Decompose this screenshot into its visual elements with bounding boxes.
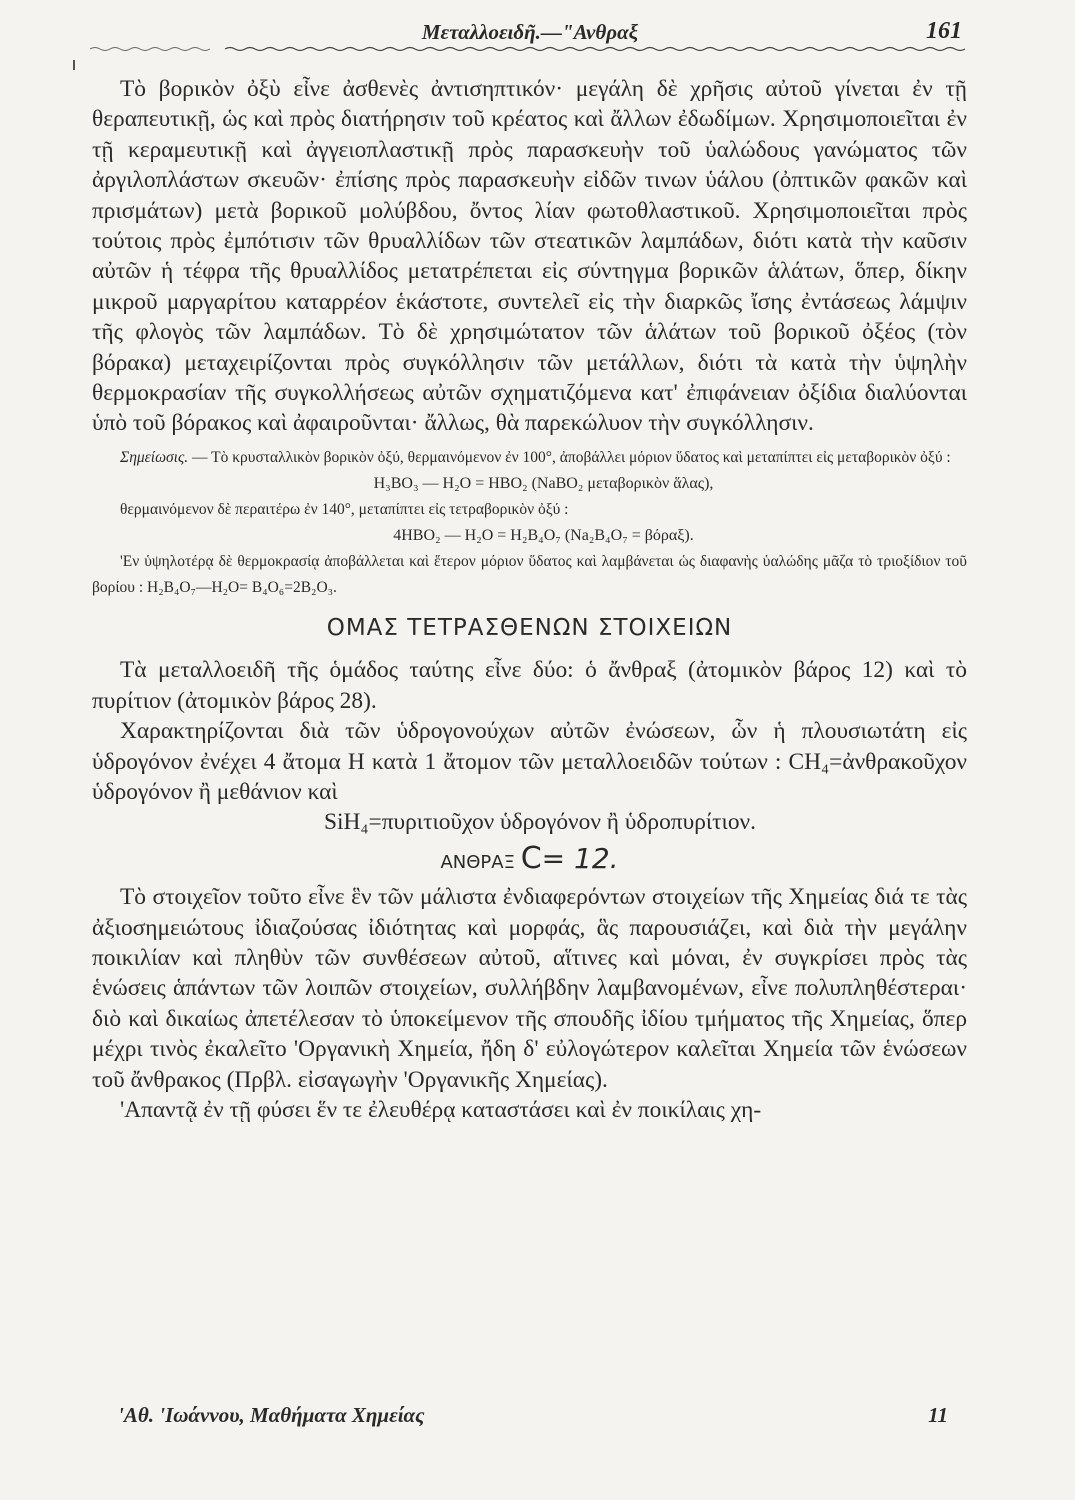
note-equation-2: 4HBO₂ — H₂O = H₂B₄O₇ (Na₂B₄O₇ = βόραξ). <box>393 526 694 544</box>
note-text-1: — Τὸ κρυσταλλικὸν βορικὸν ὀξύ, θερμαινόμενον ἐν 100°, ἀποβάλλει μόριον ὕδατος καὶ μεταπίπτει εἰς μεταβορικὸν ὀξύ : <box>192 448 951 466</box>
paragraph-hydrides: Χαρακτηρίζονται διὰ τῶν ὑδρογονούχων αὐτῶν ἐνώσεων, ὧν ἡ πλουσιωτάτη εἰς ὑδρογόνον ἐνέχει 4 ἄτομα H κατὰ 1 ἄτομον τῶν μεταλλοειδῶν τούτων : CH₄=ἀνθρακοῦχον ὑδρογόνον ἢ μεθάνιον καὶ <box>92 718 967 805</box>
running-title: Μεταλλοειδῆ.—"Ανθραξ <box>421 20 639 44</box>
note-text-2: θερμαινόμενον δὲ περαιτέρω ἐν 140°, μεταπίπτει εἰς τετραβορικὸν ὀξύ : <box>120 500 569 518</box>
element-heading <box>92 840 967 878</box>
note-text-3: 'Εν ὑψηλοτέρᾳ δὲ θερμοκρασίᾳ ἀποβάλλεται καὶ ἕτερον μόριον ὕδατος καὶ λαμβάνεται ὡς διαφανὴς ὑαλώδης μᾶζα τὸ τριοξίδιον τοῦ βορίου : H₂B₄O₇—H₂O= B₄O₆=2B₂O₃. <box>92 552 967 596</box>
note-block <box>92 445 967 601</box>
margin-mark <box>73 60 75 70</box>
section-title: ΟΜΑΣ ΤΕΤΡΑΣΘΕΝΩΝ ΣΤΟΙΧΕΙΩΝ <box>326 614 733 641</box>
paragraph-boric-acid-uses: Τὸ βορικὸν ὀξὺ εἶνε ἀσθενὲς ἀντισηπτικόν· μεγάλη δὲ χρῆσις αὐτοῦ γίνεται ἐν τῇ θεραπευτικῇ, ὡς καὶ πρὸς διατήρησιν τοῦ κρέατος καὶ ἄλλων ἐδωδίμων. Χρησιμοποιεῖται ἐν τῇ κεραμευτικῇ καὶ ἀγγειοπλαστικῇ πρὸς παρασκευὴν τοῦ ὑαλώδους γανώματος τῶν ἀργιλοπλάστων σκευῶν· ἐπίσης πρὸς παρασκευὴν εἰδῶν τινων ὑάλου (ὀπτικῶν φακῶν καὶ πρισμάτων) μετὰ βορικοῦ μολύβδου, ὄντος λίαν φωτοθλαστικοῦ. Χρησιμοποιεῖται πρὸς τούτοις πρὸς ἐμπότισιν τῶν θρυαλλίδων τῶν στεατικῶν λαμπάδων, διότι κατὰ τὴν καῦσιν αὐτῶν ἡ τέφρα τῆς θρυαλλίδος μετατρέπεται εἰς σύντηγμα βορικῶν ἁλάτων, ὅπερ, δίκην μικροῦ μαργαρίτου καταρρέον ἑκάστοτε, συντελεῖ εἰς τὴν διαρκῶς ἴσης ἐντάσεως λάμψιν τῆς φλογὸς τῶν λαμπάδων. Τὸ δὲ χρησιμώτατον τῶν ἁλάτων τοῦ βορικοῦ ὀξέος (τὸν βόρακα) μεταχειρίζονται πρὸς συγκόλλησιν τῶν μετάλλων, διότι τὰ κατὰ τὴν ὑψηλὴν θερμοκρασίαν τῆς συγκολλήσεως αὐτῶν σχηματιζόμενα κατ' ἐπιφάνειαν ὀξίδια διαλύονται ὑπὸ τοῦ βόρακος καὶ ἀφαιροῦνται· ἄλλως, θὰ παρεκώλυον τὴν συγκόλλησιν. <box>92 76 967 437</box>
body-text <box>92 74 967 1125</box>
page-number: 161 <box>926 18 962 44</box>
footer-signature: 11 <box>928 1403 948 1427</box>
page-footer <box>118 1403 948 1433</box>
paragraph-carbon-intro: Τὸ στοιχεῖον τοῦτο εἶνε ἓν τῶν μάλιστα ἐνδιαφερόντων στοιχείων τῆς Χημείας διά τε τὰς ἀξιοσημειώτους ἰδιαζούσας ἰδιότητας καὶ μορφάς, ἃς παρουσιάζει, καὶ διὰ τὴν μεγάλην ποικιλίαν καὶ πληθὺν τῶν συνθέσεων αὐτοῦ, αἵτινες καὶ μόναι, ἐν συγκρίσει πρὸς τὰς ἑνώσεις ἁπάντων τῶν λοιπῶν στοιχείων, συλλήβδην λαμβανομένων, εἶνε πολυπληθέστεραι· διὸ καὶ δικαίως ἀπετέλεσαν τὸ ὑποκείμενον τῆς σπουδῆς ἰδίου τμήματος τῆς Χημείας, ὅπερ μέχρι τινὸς ἐκαλεῖτο 'Οργανικὴ Χημεία, ἤδη δ' εὐλογώτερον καλεῖται Χημεία τῶν ἑνώσεων τοῦ ἄνθρακος (Πρβλ. εἰσαγωγὴν 'Οργανικῆς Χημείας). <box>92 884 967 1093</box>
note-equation-1: H₃BO₃ — H₂O = HBO₂ (NaBO₂ μεταβορικὸν ἅλας), <box>373 474 714 492</box>
paragraph-group-members: Τὰ μεταλλοειδῆ τῆς ὁμάδος ταύτης εἶνε δύο: ὁ ἄνθραξ (ἀτομικὸν βάρος 12) καὶ τὸ πυρίτιον (ἀτομικὸν βάρος 28). <box>92 657 967 714</box>
page-header <box>90 10 970 50</box>
element-weight: = 12. <box>541 841 619 875</box>
element-symbol: C <box>520 840 542 876</box>
header-rule <box>90 46 970 52</box>
footer-author-title: 'Αθ. 'Ιωάννου, Μαθήματα Χημείας <box>118 1403 425 1427</box>
paragraph-carbon-occurrence: 'Απαντᾷ ἐν τῇ φύσει ἕν τε ἐλευθέρᾳ καταστάσει καὶ ἐν ποικίλαις χη- <box>120 1096 762 1123</box>
note-label: Σημείωσις. <box>120 448 189 466</box>
element-name: ΑΝΘΡΑΞ <box>440 851 515 873</box>
paragraph-hydrides-line2: SiH₄=πυριτιοῦχον ὑδρογόνον ἢ ὑδροπυρίτιον. <box>324 809 756 836</box>
